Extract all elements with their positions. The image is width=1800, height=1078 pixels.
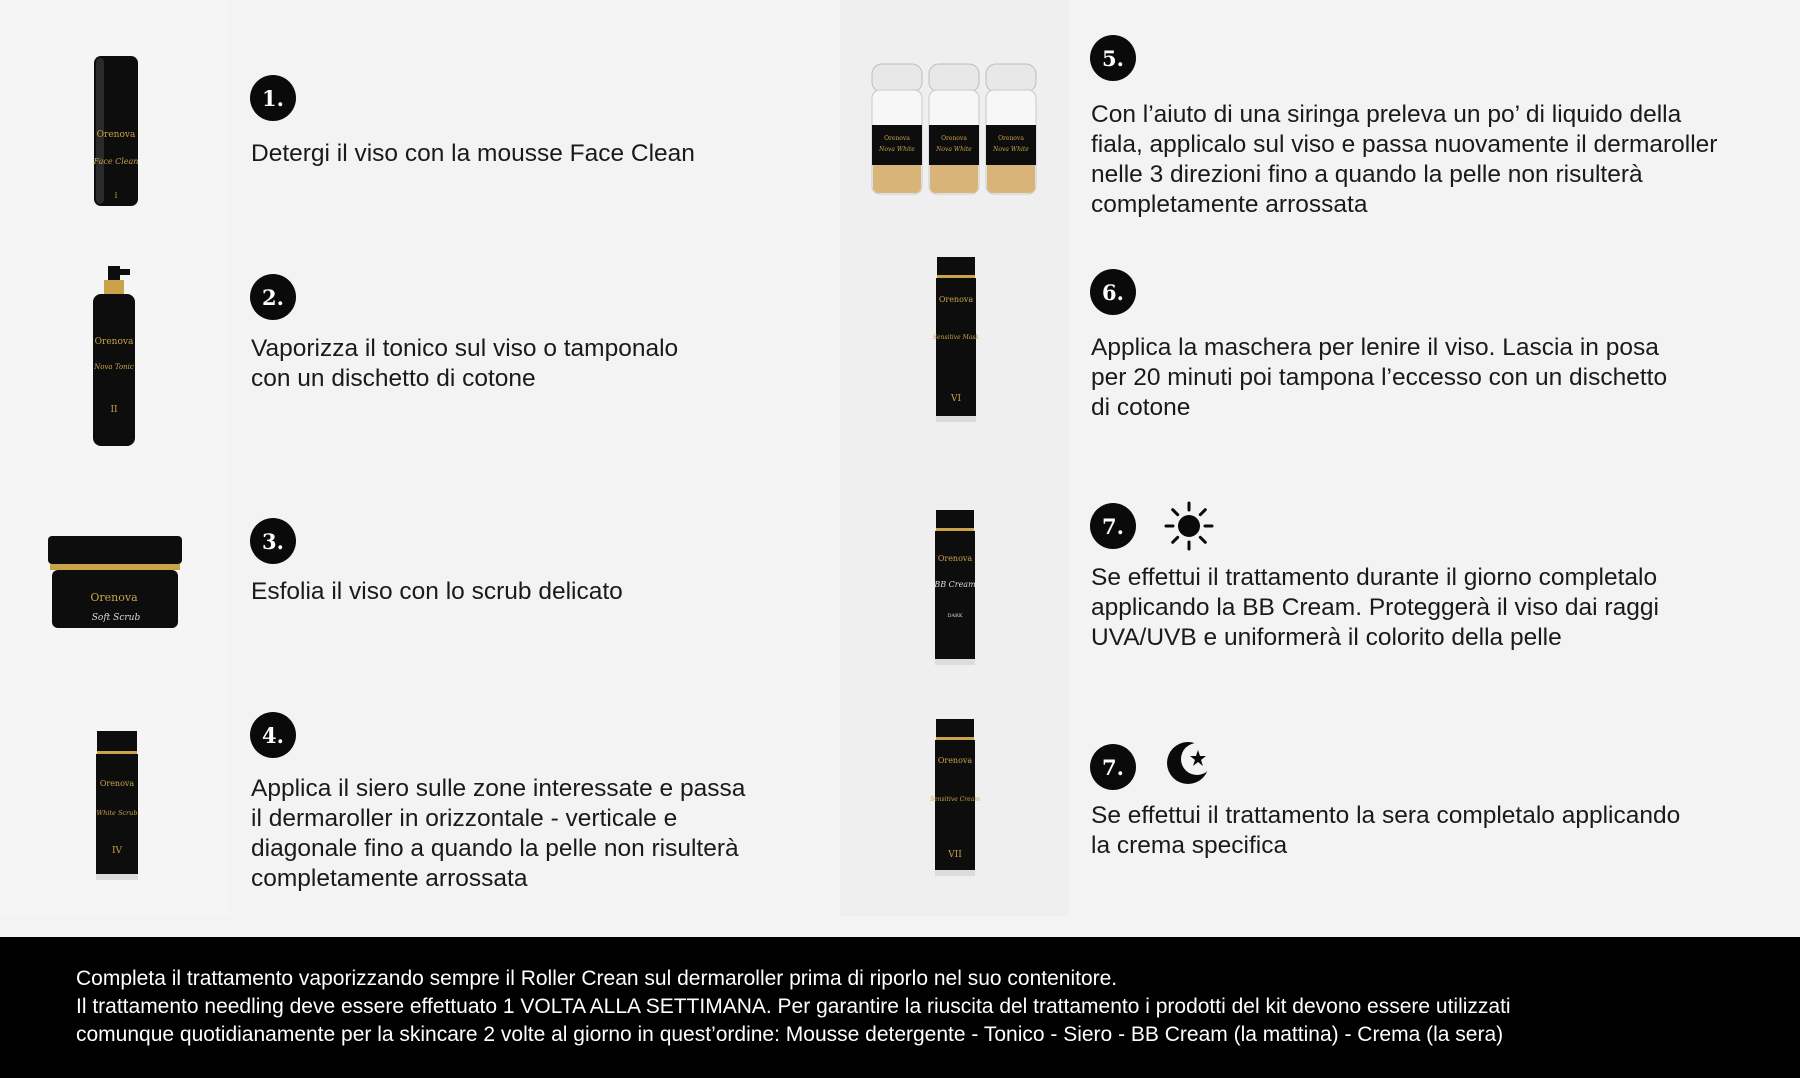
step-description: Con l’aiuto di una siringa preleva un po’ di liquido della fiala, applicalo sul viso e passa nuovamente il dermaroller nelle 3 direzioni fino a quando la pelle non risulterà completamente arrossata [1091, 101, 1718, 218]
product-label: Sensitive Mask [932, 334, 980, 341]
vial-label: Nova White [936, 146, 972, 153]
product-label: Face Clean [93, 157, 139, 166]
product-label: White Scrub [96, 809, 138, 817]
footer-line-3: comunque quotidianamente per la skincare 2 volte al giorno in quest’ordine: Mousse detergente - Tonico - Siero - BB Cream (la mattina) - Crema (la sera) [76, 1023, 1504, 1046]
brand-label: Orenova [96, 130, 136, 140]
product-image-sensitive-cream [840, 687, 1069, 916]
product-image-soft-scrub [0, 458, 229, 687]
brand-label: Orenova [99, 779, 135, 788]
product-label: BB Cream [934, 580, 976, 589]
step-3 [0, 458, 900, 687]
product-image-white-scrub [0, 687, 229, 916]
step-7-day [840, 458, 1740, 687]
step-description: Se effettui il trattamento la sera completalo applicando la crema specifica [1091, 802, 1681, 859]
step-number: 7. [1090, 744, 1136, 790]
sun-icon [1164, 501, 1214, 551]
vial-brand: Orenova [998, 135, 1024, 142]
step-number: 3. [250, 518, 296, 564]
step-1 [0, 0, 900, 229]
vial-label: Nova White [993, 146, 1029, 153]
step-number: 6. [1090, 269, 1136, 315]
product-label: Sensitive Cream [930, 796, 980, 803]
step-number: 7. [1090, 503, 1136, 549]
step-4 [0, 687, 900, 916]
step-description: Vaporizza il tonico sul viso o tamponalo con un dischetto di cotone [251, 335, 679, 392]
product-label: Nova Tonic [94, 363, 134, 371]
roman-numeral: VI [950, 394, 962, 404]
product-image-bb-cream [840, 458, 1069, 687]
step-number: 2. [250, 274, 296, 320]
footer-line-2: Il trattamento needling deve essere effettuato 1 VOLTA ALLA SETTIMANA. Per garantire la riuscita del trattamento i prodotti del kit devono essere utilizzati [76, 995, 1511, 1018]
step-description: Se effettui il trattamento durante il giorno completalo applicando la BB Cream. Proteggerà il viso dai raggi UVA/UVB e uniformerà il colorito della pelle [1091, 564, 1659, 651]
step-description: Detergi il viso con la mousse Face Clean [251, 140, 695, 167]
roman-numeral: IV [111, 846, 123, 856]
step-number: 1. [250, 75, 296, 121]
footer-notes [0, 937, 1800, 1078]
product-image-nova-tonic [0, 229, 229, 458]
brand-label: Orenova [94, 337, 134, 347]
vial-brand: Orenova [884, 135, 910, 142]
step-description: Applica la maschera per lenire il viso. Lascia in posa per 20 minuti poi tampona l’eccesso con un dischetto di cotone [1091, 334, 1668, 421]
product-image-sensitive-mask [840, 229, 1069, 458]
roman-numeral: II [110, 405, 118, 415]
product-image-face-clean [0, 0, 229, 229]
step-2 [0, 229, 900, 458]
step-5 [840, 0, 1740, 229]
vial-label: Nova White [879, 146, 915, 153]
product-sub-label: DARK [947, 613, 963, 619]
brand-label: Orenova [937, 756, 973, 765]
product-image-nova-white-vials [840, 0, 1069, 229]
step-number: 5. [1090, 35, 1136, 81]
step-description: Applica il siero sulle zone interessate e passa il dermaroller in orizzontale - verticale e diagonale fino a quando la pelle non risulterà completamente arrossata [251, 775, 746, 892]
vial-brand: Orenova [941, 135, 967, 142]
step-6 [840, 229, 1740, 458]
brand-label: Orenova [937, 554, 973, 563]
moon-star-icon [1166, 739, 1214, 787]
step-description: Esfolia il viso con lo scrub delicato [251, 578, 623, 605]
product-label: Soft Scrub [91, 613, 141, 623]
brand-label: Orenova [90, 591, 138, 604]
roman-numeral: VII [948, 850, 962, 860]
brand-label: Orenova [938, 295, 974, 304]
step-number: 4. [250, 712, 296, 758]
footer-line-1: Completa il trattamento vaporizzando sempre il Roller Crean sul dermaroller prima di riporlo nel suo contenitore. [76, 967, 1118, 990]
step-7-night [840, 687, 1740, 916]
roman-numeral: I [114, 192, 118, 200]
